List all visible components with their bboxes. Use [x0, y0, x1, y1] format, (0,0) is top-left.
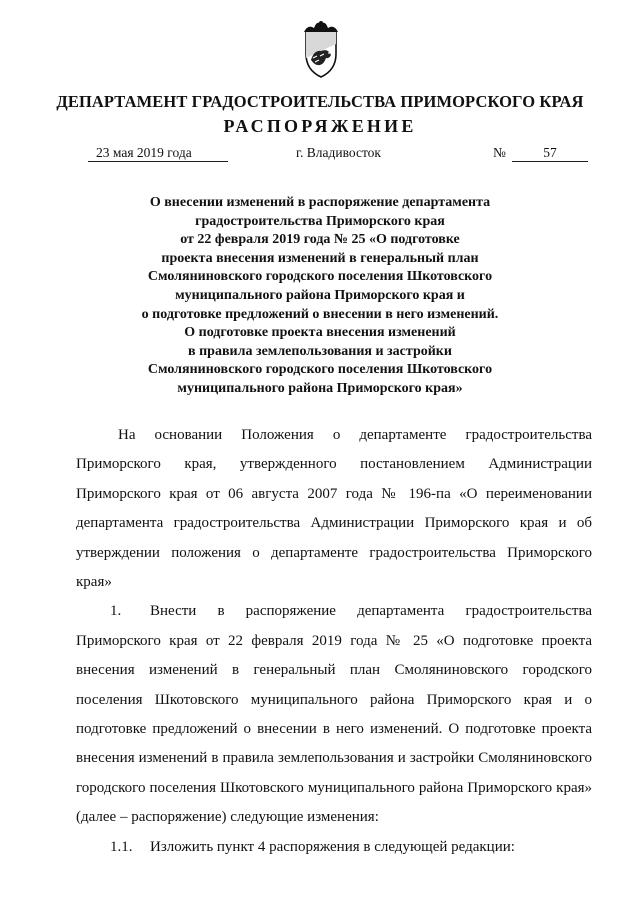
item-1-1-number: 1.1. [110, 838, 133, 855]
document-number: 57 [512, 145, 588, 162]
document-number-label: № [493, 145, 506, 160]
subject-line: Смоляниновского городского поселения Шкотовского [147, 362, 493, 378]
subject-line: Смоляниновского городского поселения Шкотовского [147, 269, 493, 285]
item-1-1-paragraph [76, 833, 592, 862]
subject-line: градостроительства Приморского края [195, 213, 445, 229]
subject-line: от 22 февраля 2019 года № 25 «О подготовке [180, 232, 460, 248]
department-title: ДЕПАРТАМЕНТ ГРАДОСТРОИТЕЛЬСТВА ПРИМОРСКОГО КРАЯ [56, 92, 584, 111]
document-city: г. Владивосток [296, 145, 381, 160]
item-1-number: 1. [110, 603, 122, 620]
document-date: 23 мая 2019 года [88, 145, 228, 162]
item-1-paragraph [76, 597, 592, 832]
subject-line: о подготовке предложений о внесении в него изменений. [141, 306, 499, 322]
item-1-1-text: Изложить пункт 4 распоряжения в следующей редакции: [150, 838, 515, 855]
subject-line: муниципального района Приморского края» [177, 380, 463, 396]
subject-line: проекта внесения изменений в генеральный план [161, 250, 479, 266]
subject-line: в правила землепользования и застройки [188, 343, 452, 359]
item-1-text: Внести в распоряжение департамента градостроительства Приморского края от 22 февраля 2019 года № 25 «О подготовке проекта внесения изменений в генеральный план Смоляниновского городского поселения Шкотовского муниципального района Приморского края и о подготовке предложений о внесении в него изменений. О подготовке проекта внесения изменений в правила землепользования и застройки Смоляниновского городского поселения Шкотовского муниципального района Приморского края» (далее – распоряжение) следующие изменения: [76, 603, 592, 826]
document-body [76, 421, 592, 862]
subject-line: О подготовке проекта внесения изменений [184, 325, 456, 341]
subject-line: муниципального района Приморского края и [175, 287, 465, 303]
document-subject [100, 194, 540, 399]
subject-line: О внесении изменений в распоряжение департамента [149, 195, 491, 210]
preamble-paragraph: На основании Положения о департаменте градостроительства Приморского края, утвержденного постановлением Администрации Приморского края от 06 августа 2007 года № 196-па «О переименовании департамента градостроительства Администрации Приморского края и об утверждении положения о департаменте градостроительства Приморского края» [76, 427, 592, 591]
document-type-title: РАСПОРЯЖЕНИЕ [223, 116, 417, 136]
primorsky-krai-coat-of-arms-icon [296, 18, 346, 80]
